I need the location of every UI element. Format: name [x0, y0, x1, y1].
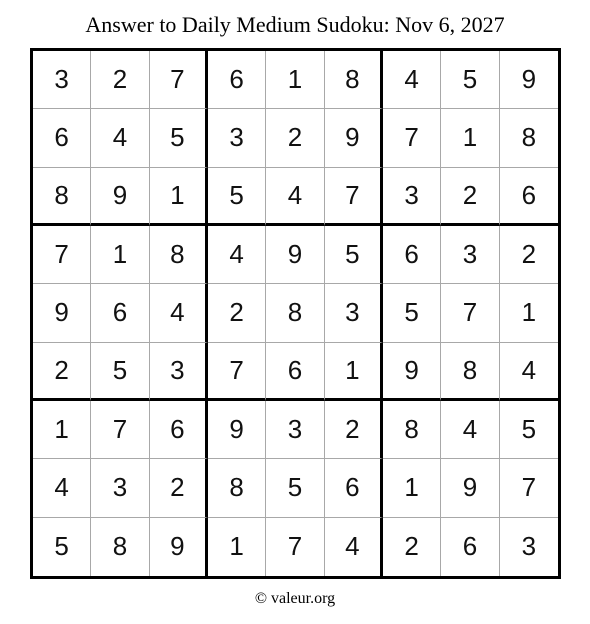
sudoku-cell: 7: [266, 518, 324, 576]
sudoku-cell: 4: [383, 51, 441, 109]
sudoku-cell: 2: [441, 168, 499, 226]
sudoku-cell: 9: [266, 226, 324, 284]
sudoku-cell: 4: [150, 284, 208, 342]
sudoku-cell: 7: [150, 51, 208, 109]
sudoku-cell: 7: [208, 343, 266, 401]
copyright-footer: © valeur.org: [254, 590, 336, 607]
sudoku-cell: 3: [33, 51, 91, 109]
sudoku-cell: 1: [91, 226, 149, 284]
sudoku-cell: 2: [500, 226, 558, 284]
sudoku-cell: 6: [500, 168, 558, 226]
sudoku-cell: 4: [208, 226, 266, 284]
sudoku-cell: 8: [325, 51, 383, 109]
sudoku-cell: 1: [266, 51, 324, 109]
sudoku-cell: 8: [266, 284, 324, 342]
sudoku-cell: 2: [33, 343, 91, 401]
sudoku-cell: 5: [91, 343, 149, 401]
sudoku-cell: 3: [208, 109, 266, 167]
sudoku-cell: 5: [33, 518, 91, 576]
sudoku-cell: 8: [500, 109, 558, 167]
sudoku-cell: 3: [521, 531, 537, 562]
sudoku-cell: 8: [91, 518, 149, 576]
sudoku-cell: 6: [150, 401, 208, 459]
sudoku-cell: 5: [266, 459, 324, 517]
sudoku-cell: 4: [91, 109, 149, 167]
sudoku-cell: 9: [208, 401, 266, 459]
sudoku-cell: 8: [441, 343, 499, 401]
sudoku-cell: 1: [150, 168, 208, 226]
sudoku-cell: 6: [266, 343, 324, 401]
sudoku-cell: 6: [91, 284, 149, 342]
sudoku-cell: 9: [150, 518, 208, 576]
sudoku-cell: 1: [33, 401, 91, 459]
sudoku-cell: 2: [208, 284, 266, 342]
sudoku-cell: 7: [500, 459, 558, 517]
sudoku-cell: 3: [150, 343, 208, 401]
sudoku-cell: 6: [441, 518, 499, 576]
sudoku-cell: 9: [325, 109, 383, 167]
sudoku-cell: 4: [266, 168, 324, 226]
sudoku-cell: 8: [383, 401, 441, 459]
sudoku-cell: 6: [33, 109, 91, 167]
sudoku-cell: 9: [33, 284, 91, 342]
sudoku-cell: 7: [325, 168, 383, 226]
sudoku-cell: 1: [383, 459, 441, 517]
sudoku-cell: 5: [383, 284, 441, 342]
sudoku-cell: 7: [91, 401, 149, 459]
sudoku-cell: 1: [500, 284, 558, 342]
sudoku-cell: 2: [91, 51, 149, 109]
sudoku-cell: 5: [441, 51, 499, 109]
sudoku-cell: 2: [150, 459, 208, 517]
sudoku-cell: 5: [325, 226, 383, 284]
sudoku-cell: 2: [266, 109, 324, 167]
sudoku-cell: 5: [208, 168, 266, 226]
sudoku-cell: 5: [150, 109, 208, 167]
sudoku-cell: 2: [325, 401, 383, 459]
sudoku-cell: 1: [208, 518, 266, 576]
sudoku-cell: 7: [383, 109, 441, 167]
sudoku-cell: 8: [33, 168, 91, 226]
sudoku-cell: 1: [325, 343, 383, 401]
sudoku-cell: 6: [208, 51, 266, 109]
sudoku-cell: 7: [33, 226, 91, 284]
sudoku-cell: 6: [325, 459, 383, 517]
sudoku-cell: 9: [500, 51, 558, 109]
sudoku-cell: 3: [383, 168, 441, 226]
sudoku-cell: 1: [441, 109, 499, 167]
sudoku-cell: 9: [441, 459, 499, 517]
sudoku-cell: 2: [383, 518, 441, 576]
sudoku-cell: 6: [383, 226, 441, 284]
sudoku-cell: 3: [325, 284, 383, 342]
sudoku-cell: 3: [91, 459, 149, 517]
sudoku-cell: 3: [266, 401, 324, 459]
sudoku-cell: 4: [500, 343, 558, 401]
sudoku-cell: 8: [150, 226, 208, 284]
sudoku-cell: 9: [91, 168, 149, 226]
sudoku-cell: 4: [441, 401, 499, 459]
sudoku-cell: 4: [33, 459, 91, 517]
page-title: Answer to Daily Medium Sudoku: Nov 6, 2027: [85, 12, 505, 37]
sudoku-cell: 9: [383, 343, 441, 401]
sudoku-cell: 3: [441, 226, 499, 284]
sudoku-cell: 8: [208, 459, 266, 517]
sudoku-cell: 4: [325, 518, 383, 576]
sudoku-cell: 5: [500, 401, 558, 459]
sudoku-cell: 7: [441, 284, 499, 342]
sudoku-board: [30, 48, 561, 579]
